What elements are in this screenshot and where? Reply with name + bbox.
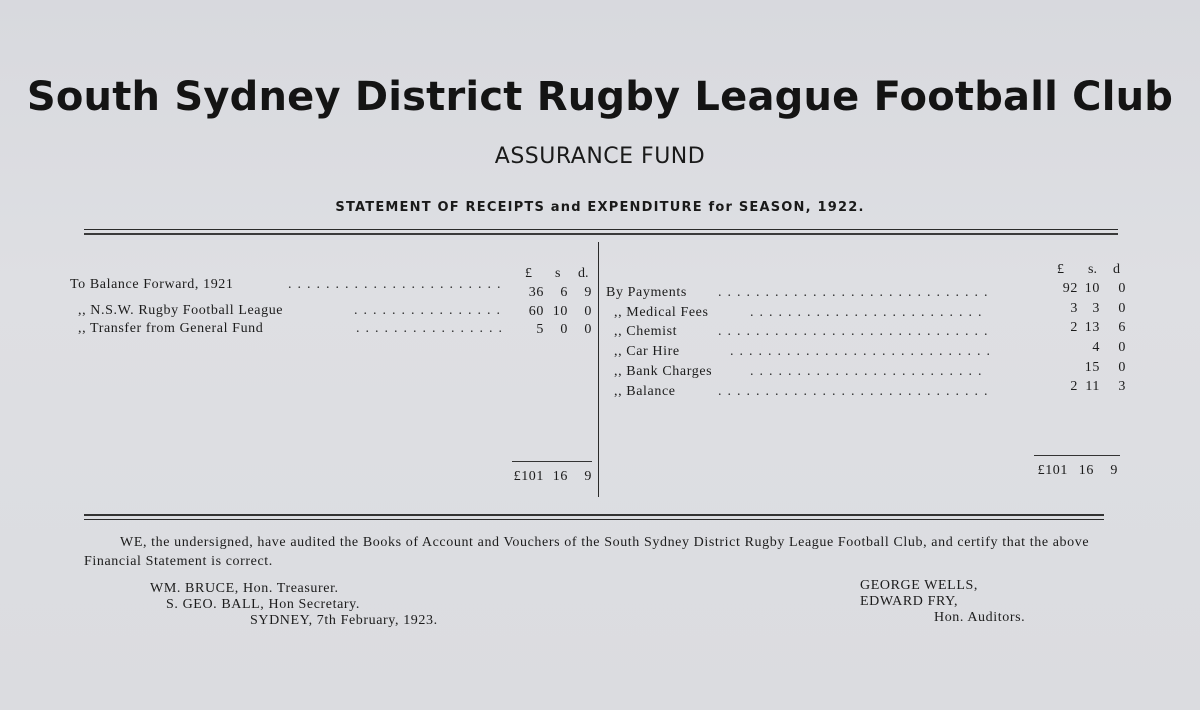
receipt-pence: 9	[584, 285, 592, 300]
payment-pounds: 92	[1062, 281, 1078, 296]
receipts-total-pounds: £101	[513, 469, 544, 484]
payment-label: ,, Chemist	[614, 324, 678, 339]
bottom-rule-2	[84, 519, 1104, 520]
payment-label: ,, Balance	[614, 384, 676, 399]
payment-label: ,, Car Hire	[614, 344, 680, 359]
receipt-label: ,, Transfer from General Fund	[78, 321, 264, 336]
receipts-shillings-header: s	[555, 266, 561, 281]
leader-dots: .............................	[718, 384, 994, 399]
receipt-pence: 0	[584, 322, 592, 337]
leader-dots: ................	[356, 321, 508, 336]
payments-pence-header: d	[1113, 262, 1120, 277]
auditor-george-wells: GEORGE WELLS,	[860, 578, 978, 593]
column-divider	[598, 242, 599, 497]
receipt-shillings: 6	[560, 285, 568, 300]
leader-dots: .........................	[750, 305, 988, 320]
bottom-rule-1	[84, 514, 1104, 516]
payment-shillings: 13	[1084, 320, 1100, 335]
payments-total-pence: 9	[1110, 463, 1118, 478]
payment-pence: 0	[1118, 301, 1126, 316]
payment-shillings: 3	[1092, 301, 1100, 316]
statement-date: SYDNEY, 7th February, 1923.	[250, 613, 438, 628]
receipts-total-pence: 9	[584, 469, 592, 484]
club-title: South Sydney District Rugby League Football Club	[26, 74, 1174, 120]
payment-pence: 0	[1118, 360, 1126, 375]
leader-dots: .......................	[288, 277, 507, 292]
payments-total-shillings: 16	[1078, 463, 1094, 478]
payment-label: ,, Bank Charges	[614, 364, 713, 379]
payment-pence: 0	[1118, 340, 1126, 355]
payments-total-rule	[1034, 455, 1120, 456]
receipt-shillings: 0	[560, 322, 568, 337]
auditor-edward-fry: EDWARD FRY,	[860, 594, 959, 609]
fund-subtitle: ASSURANCE FUND	[494, 144, 706, 169]
payment-shillings: 15	[1084, 360, 1100, 375]
top-rule-1	[84, 229, 1118, 230]
receipt-shillings: 10	[552, 304, 568, 319]
payment-pounds: 2	[1070, 379, 1078, 394]
secretary-signature: S. GEO. BALL, Hon Secretary.	[166, 597, 360, 612]
payment-pence: 0	[1118, 281, 1126, 296]
payment-pounds: 2	[1070, 320, 1078, 335]
payment-pence: 3	[1118, 379, 1126, 394]
payment-shillings: 10	[1084, 281, 1100, 296]
treasurer-signature: WM. BRUCE, Hon. Treasurer.	[150, 581, 339, 596]
payments-pounds-header: £	[1057, 262, 1064, 277]
auditors-title: Hon. Auditors.	[934, 610, 1026, 625]
payment-shillings: 11	[1085, 379, 1100, 394]
leader-dots: .........................	[750, 364, 988, 379]
leader-dots: .............................	[718, 324, 994, 339]
receipt-pounds: 60	[528, 304, 544, 319]
receipts-pence-header: d.	[578, 266, 589, 281]
receipt-pounds: 5	[536, 322, 544, 337]
statement-heading: STATEMENT OF RECEIPTS and EXPENDITURE for SEASON, 1922.	[335, 200, 865, 215]
payment-label: ,, Medical Fees	[614, 305, 709, 320]
receipt-pence: 0	[584, 304, 592, 319]
top-rule-2	[84, 233, 1118, 235]
payment-pounds: 3	[1070, 301, 1078, 316]
payment-pence: 6	[1118, 320, 1126, 335]
audit-certification: WE, the undersigned, have audited the Books of Account and Vouchers of the South Sydney District Rugby League Football Club, and certify that the above Financial Statement is correct.	[84, 535, 1090, 569]
payment-shillings: 4	[1092, 340, 1100, 355]
leader-dots: ............................	[730, 344, 996, 359]
leader-dots: .............................	[718, 285, 994, 300]
receipt-label: ,, N.S.W. Rugby Football League	[78, 303, 284, 318]
payments-total-pounds: £101	[1037, 463, 1068, 478]
receipts-total-shillings: 16	[552, 469, 568, 484]
receipts-total-rule	[512, 461, 592, 462]
payment-label: By Payments	[606, 285, 687, 300]
receipts-pounds-header: £	[525, 266, 532, 281]
payments-shillings-header: s.	[1088, 262, 1097, 277]
leader-dots: ................	[354, 303, 506, 318]
receipt-pounds: 36	[528, 285, 544, 300]
receipt-label: To Balance Forward, 1921	[70, 277, 234, 292]
